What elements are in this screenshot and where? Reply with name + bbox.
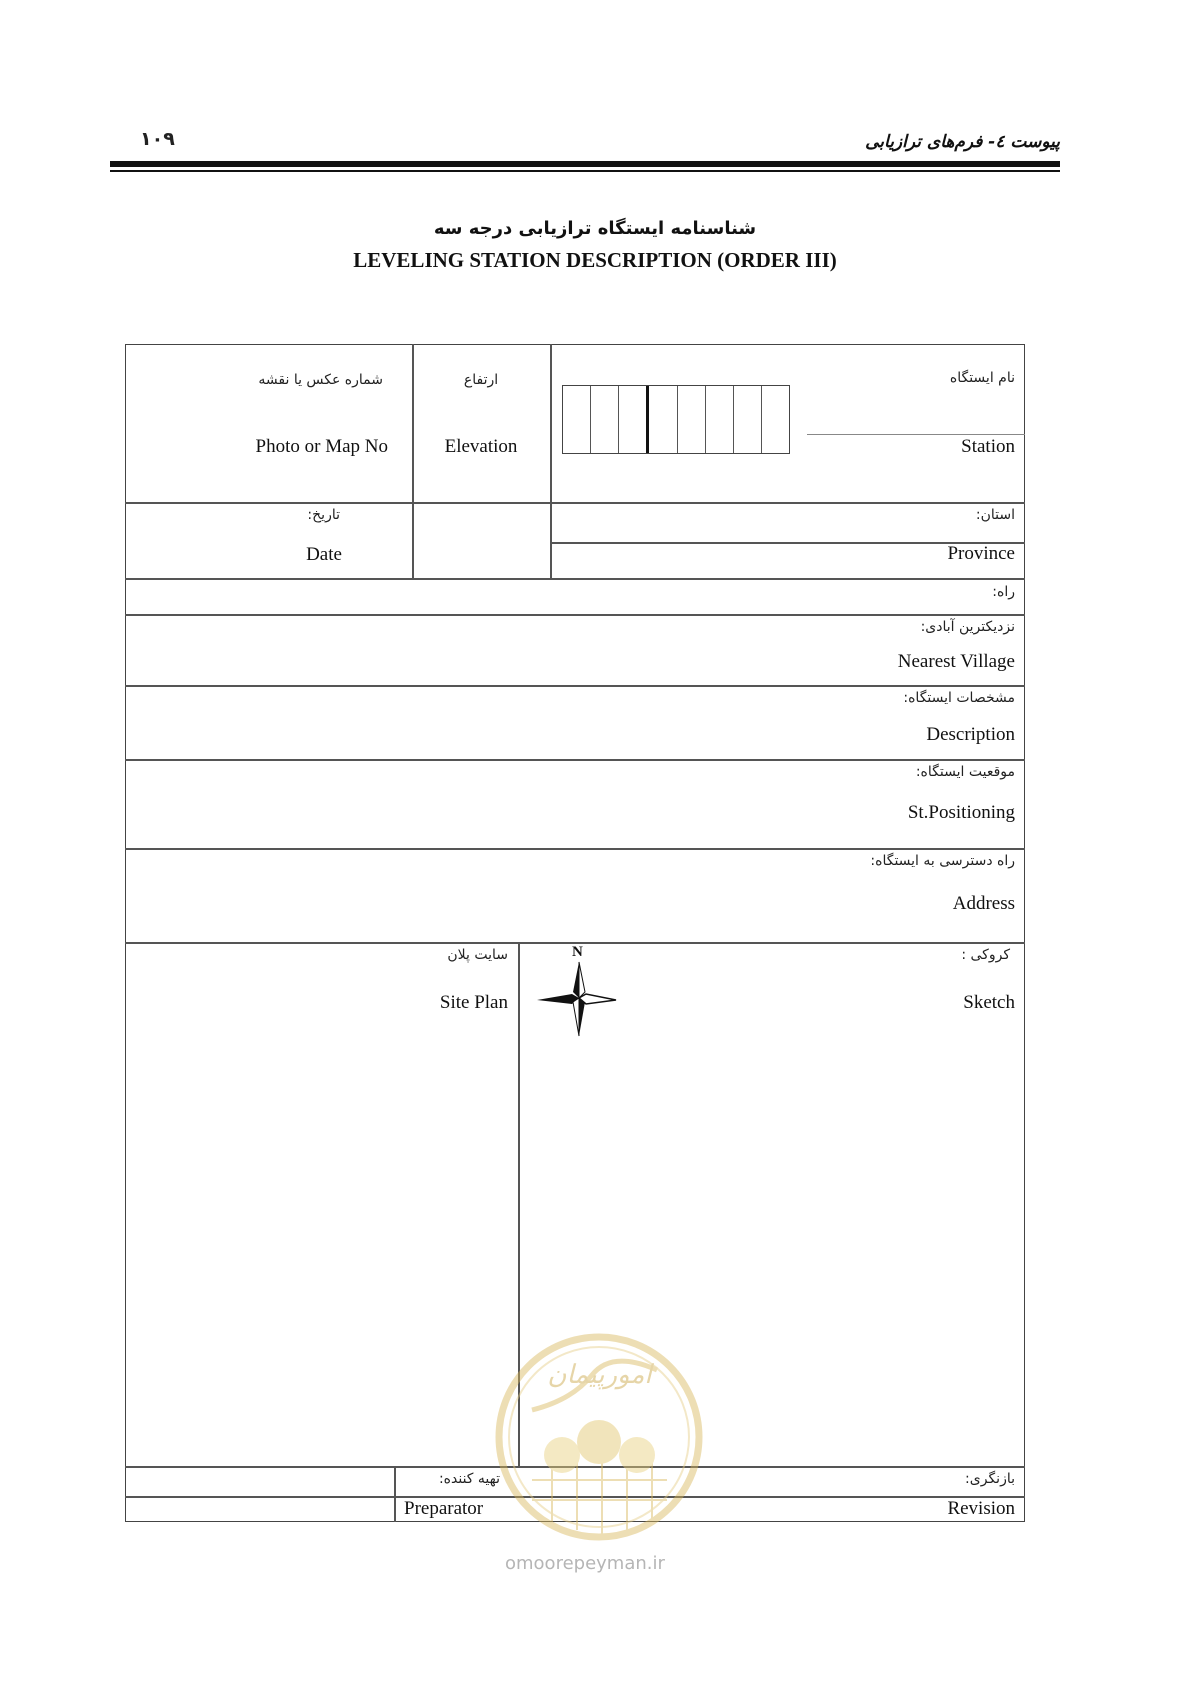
form-title-en: LEVELING STATION DESCRIPTION (ORDER III) [353,248,837,272]
header-rule-thin [110,170,1060,172]
digit-box[interactable] [706,386,734,453]
photo-label-en: Photo or Map No [255,436,388,457]
positioning-label-en: St.Positioning [907,802,1015,823]
form-title-fa: شناسنامه ایستگاه ترازیابی درجه سه [433,218,757,239]
province-label-fa: استان: [975,507,1015,523]
station-number-boxes[interactable] [562,385,790,454]
date-label-en: Date [306,544,342,565]
siteplan-label-en: Site Plan [439,992,508,1013]
village-label-en: Nearest Village [897,651,1015,672]
revision-label-en: Revision [947,1498,1015,1519]
digit-box[interactable] [678,386,706,453]
description-label-fa: مشخصات ایستگاه: [903,690,1015,706]
sketch-label-en: Sketch [963,992,1015,1013]
row-line [125,502,1025,504]
digit-box[interactable] [649,386,677,453]
sketch-label-fa: کروکی : [961,947,1010,963]
address-label-en: Address [952,893,1015,914]
positioning-label-fa: موقعیت ایستگاه: [915,764,1015,780]
chapter-title: پیوست ٤- فرم‌های ترازیابی [865,132,1060,152]
elevation-label-en: Elevation [444,436,518,457]
province-label-en: Province [947,543,1015,564]
col-line [550,344,552,578]
village-label-fa: نزدیکترین آبادی: [920,619,1015,635]
digit-box[interactable] [563,386,591,453]
photo-label-fa: شماره عکس یا نقشه [258,372,383,388]
col-line [394,1466,396,1522]
description-label-en: Description [926,724,1015,745]
row-line [125,578,1025,580]
north-label: N [572,944,583,960]
digit-box[interactable] [762,386,789,453]
address-label-fa: راه دسترسی به ایستگاه: [870,853,1015,869]
page-number: ۱۰۹ [140,128,175,150]
digit-box[interactable] [619,386,649,453]
preparator-label-en: Preparator [404,1498,484,1519]
siteplan-label-fa: سایت پلان [447,947,508,963]
watermark-logo-text: امورپیمان [547,1360,652,1390]
header-rule-thick [110,161,1060,167]
north-arrow-icon [534,944,624,1040]
digit-box[interactable] [591,386,619,453]
elevation-label-fa: ارتفاع [463,372,499,388]
preparator-label-fa: تهیه کننده: [438,1471,500,1487]
station-label-en: Station [961,436,1015,457]
station-underline [807,434,1025,435]
watermark-url: omoorepeyman.ir [505,1553,665,1574]
revision-label-fa: بازنگری: [965,1471,1015,1487]
station-label-fa: نام ایستگاه [949,370,1015,386]
road-label-fa: راه: [992,584,1015,600]
row-line [125,848,1025,850]
row-line [125,685,1025,687]
row-line [125,759,1025,761]
row-line [125,614,1025,616]
watermark-logo [492,1330,707,1545]
date-label-fa: تاریخ: [307,507,340,523]
digit-box[interactable] [734,386,762,453]
